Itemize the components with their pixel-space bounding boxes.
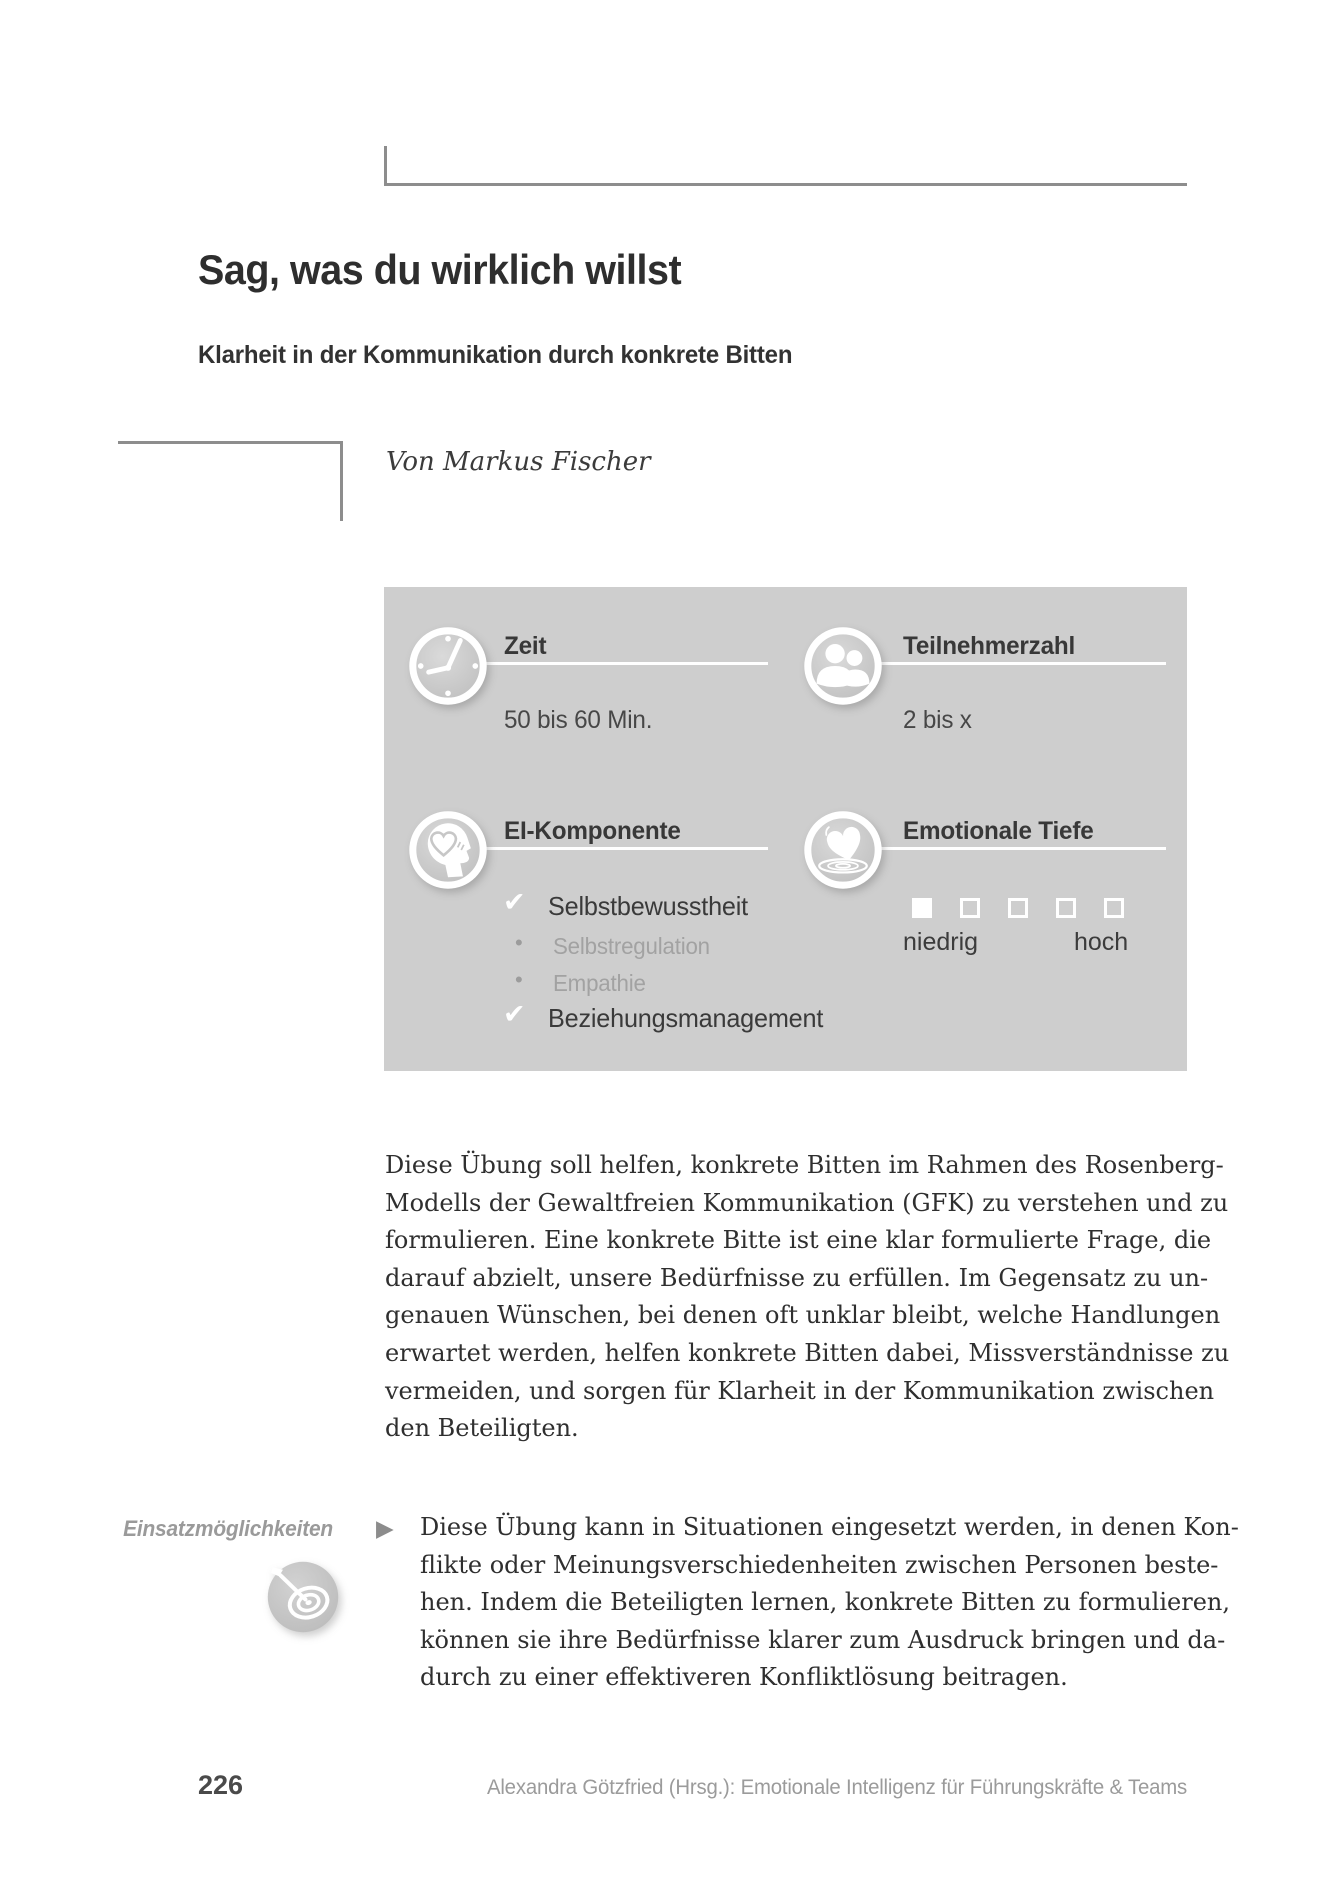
ei-item [503,889,526,916]
usage-line: durch zu einer effektiveren Konfliktlösung beitragen. [420,1663,1068,1692]
head-heart-icon [404,806,492,894]
ei-underline [448,847,768,850]
intro-paragraph [385,1151,1230,1452]
depth-square-empty [1104,898,1124,918]
zeit-underline [448,662,768,665]
ei-item-label: Beziehungsmanagement [548,1003,824,1033]
heart-ripple-icon [799,806,887,894]
zeit-label: Zeit [504,632,547,660]
footer-credit: Alexandra Götzfried (Hrsg.): Emotionale Intelligenz für Führungskräfte & Teams [486,1776,1187,1799]
target-icon [263,1557,343,1637]
zeit-value: 50 bis 60 Min. [504,706,653,734]
usage-paragraph [420,1513,1239,1701]
page-title: Sag, was du wirklich willst [198,246,682,293]
ei-label: EI-Komponente [504,817,681,845]
depth-low-label: niedrig [903,928,979,956]
bullet-icon: • [515,967,523,992]
intro-line: formulieren. Eine konkrete Bitte ist eine klar formulierte Frage, die [385,1226,1212,1255]
intro-line: vermeiden, und sorgen für Klarheit in der Kommunikation zwischen [385,1376,1215,1405]
depth-high-label: hoch [1074,928,1129,956]
depth-square-filled [912,898,932,918]
teilnehmer-label: Teilnehmerzahl [903,632,1076,660]
people-icon [799,622,887,710]
intro-line: erwartet werden, helfen konkrete Bitten dabei, Missverständnisse zu [385,1338,1230,1367]
usage-line: flikte oder Meinungsverschiedenheiten zwischen Personen beste- [420,1550,1219,1579]
ei-item [503,1001,526,1028]
depth-square-empty [1056,898,1076,918]
teilnehmer-underline [843,662,1166,665]
intro-line: genauen Wünschen, bei denen oft unklar bleibt, welche Handlungen [385,1301,1221,1330]
usage-arrow-icon: ▶ [376,1515,394,1541]
page-number: 226 [198,1770,244,1800]
byline-rule-horizontal [118,441,343,444]
page-subtitle: Klarheit in der Kommunikation durch konkrete Bitten [198,341,793,369]
depth-square-empty [960,898,980,918]
ei-item [515,969,523,992]
ei-item [515,932,523,955]
bullet-icon: • [515,930,523,955]
check-icon: ✔ [503,999,526,1029]
byline-rule-vertical [340,441,343,521]
ei-item-label: Selbstbewusstheit [548,891,748,921]
header-rule-vertical [384,146,387,186]
check-icon: ✔ [503,887,526,917]
tiefe-underline [843,847,1166,850]
author-byline: Von Markus Fischer [386,447,651,477]
ei-item-label: Selbstregulation [553,933,710,959]
usage-line: können sie ihre Bedürfnisse klarer zum Ausdruck bringen und da- [420,1625,1226,1654]
tiefe-label: Emotionale Tiefe [903,817,1094,845]
intro-line: darauf abzielt, unsere Bedürfnisse zu erfüllen. Im Gegensatz zu un- [385,1263,1209,1292]
margin-label-einsatzmoeglichkeiten: Einsatzmöglichkeiten [123,1516,333,1541]
intro-line: den Beteiligten. [385,1414,579,1443]
depth-square-empty [1008,898,1028,918]
usage-line: Diese Übung kann in Situationen eingesetzt werden, in denen Kon- [420,1513,1239,1541]
intro-line: Diese Übung soll helfen, konkrete Bitten im Rahmen des Rosenberg- [385,1151,1224,1179]
header-rule-horizontal [384,183,1187,186]
clock-icon [404,622,492,710]
usage-line: hen. Indem die Beteiligten lernen, konkrete Bitten zu formulieren, [420,1588,1230,1617]
ei-item-label: Empathie [553,970,646,996]
teilnehmer-value: 2 bis x [903,706,972,734]
intro-line: Modells der Gewaltfreien Kommunikation (GFK) zu verstehen und zu [385,1188,1229,1217]
